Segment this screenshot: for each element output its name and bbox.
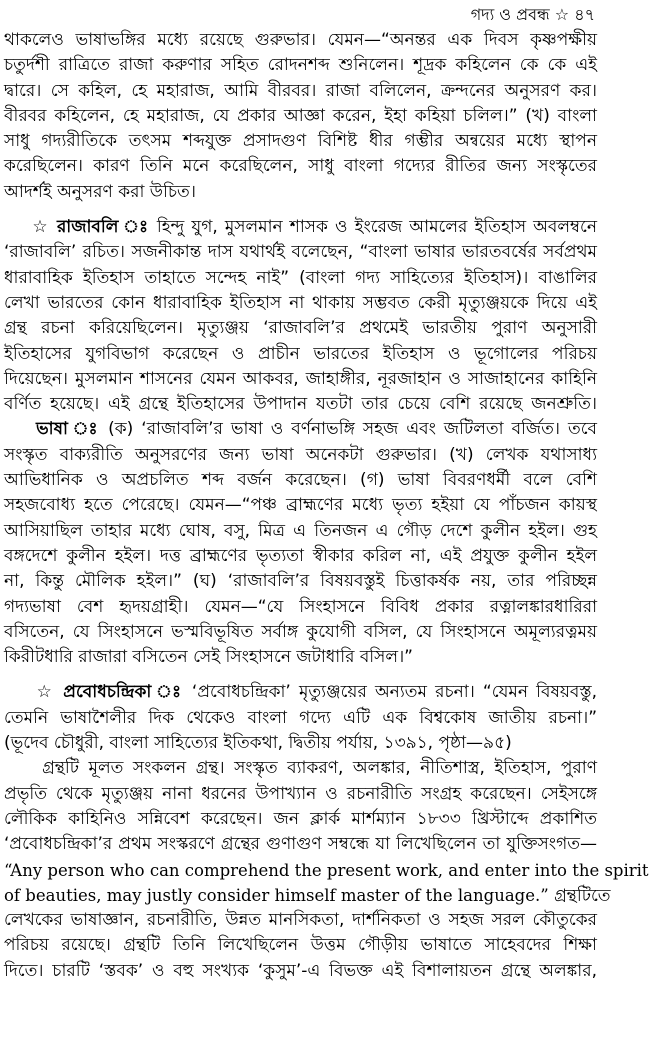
section-prabodhchandrika (4, 680, 597, 756)
text-line: সহজবোধ্য হতে পেরেছে। যেমন—“পঞ্চ ব্রাহ্মণের মধ্যে ভৃত্য হইয়া যে পাঁচজন কায়স্থ (4, 495, 597, 516)
text-line: গদ্যভাষা বেশ হৃদয়গ্রাহী। যেমন—“যে সিংহাসনে বিবিধ প্রকার রত্নালঙ্কারধারিরা (4, 596, 597, 617)
text-line: আসিয়াছিল তাহার মধ্যে ঘোষ, বসু, মিত্র এ তিনজন এ গৌড় দেশে কুলীন হইল। গুহ (4, 520, 597, 541)
section-rajaboli (4, 215, 597, 417)
section-heading-prabodhchandrika: ☆ প্রবোধচন্দ্রিকা ঃ (36, 682, 184, 703)
text-line: লৌকিক কাহিনিও সন্নিবেশ করেছেন। জন ক্লার্ক মার্শম্যান ১৮৩৩ খ্রিস্টাব্দে প্রকাশিত (4, 808, 597, 829)
section-bhasha (4, 417, 597, 670)
text-line: লেখা ভারতের কোন ধারাবাহিক ইতিহাস না থাকায় সম্ভবত কেরী মৃত্যুঞ্জয়কে দিয়ে এই (4, 292, 597, 313)
text-line: ইতিহাসের যুগবিভাগ করেছেন ও প্রাচীন ভারতের ইতিহাস ও ভূগোলের পরিচয় (4, 343, 597, 364)
section-heading-bhasha: ভাষা ঃ (35, 419, 101, 440)
text-line: গ্রন্থটি মূলত সংকলন গ্রন্থ। সংস্কৃত ব্যাকরণ, অলঙ্কার, নীতিশাস্ত্র, ইতিহাস, পুরাণ (42, 758, 597, 779)
text-line: ☆ রাজাবলি ঃ হিন্দু যুগ, মুসলমান শাসক ও ইংরেজ আমলের ইতিহাস অবলম্বনে (32, 217, 597, 238)
text-line: আদর্শই অনুসরণ করা উচিত। (4, 181, 196, 202)
text-line: গ্রন্থ রচনা করিয়েছিলেন। মৃত্যুঞ্জয় ‘রাজাবলি’র প্রথমেই ভারতীয় পুরাণ অনুসারী (4, 318, 597, 339)
text-line: ধারাবাহিক ইতিহাস তাহাতে সন্দেহ নাই” (বাংলা গদ্য সাহিত্যের ইতিহাস)। বাঙালির (4, 267, 597, 288)
citation-line: (ভূদেব চৌধুরী, বাংলা সাহিত্যের ইতিকথা, দ্বিতীয় পর্যায়, ১৩৯১, পৃষ্ঠা—৯৫) (4, 733, 512, 754)
text-line: তেমনি ভাষাশৈলীর দিক থেকেও বাংলা গদ্যে এটি এক বিশ্বকোষ জাতীয় রচনা।” (4, 707, 597, 728)
text-line: ‘প্রবোধচন্দ্রিকা’র প্রথম সংস্করণে গ্রন্থের গুণাগুণ সম্বন্ধে যা লিখেছিলেন তা যুক্তিসংগত— (4, 834, 597, 855)
text-line: পরিচয় রয়েছে। গ্রন্থটি তিনি লিখেছিলেন উত্তম গৌড়ীয় ভাষাতে সাহেবদের শিক্ষা (4, 935, 597, 956)
english-quote-line: “Any person who can comprehend the present work, and enter into the spirit (4, 860, 649, 880)
text-line: দ্বারে। সে কহিল, হে মহারাজ, আমি বীরবর। রাজা বলিলেন, ক্রন্দনের অনুসরণ কর। (4, 80, 597, 101)
english-quote-line: of beauties, may justly consider himself master of the language.” (4, 885, 549, 905)
text-line: সংস্কৃত বাক্যরীতি অনুসরণের জন্য ভাষা অনেকটা গুরুভার। (খ) লেখক যথাসাধ্য (4, 444, 597, 465)
text-line: বর্ণিত হয়েছে। এই গ্রন্থে ইতিহাসের উপাদান যতটা তার চেয়ে বেশি রয়েছে জনশ্রুতি। (4, 394, 597, 415)
text-line: সাধু গদ্যরীতিকে তৎসম শব্দযুক্ত প্রসাদগুণ বিশিষ্ট ধীর গম্ভীর অন্বয়ের মধ্যে স্থাপন (4, 131, 597, 152)
text-line: ভাষা ঃ (ক) ‘রাজাবলি’র ভাষা ও বর্ণনাভঙ্গি সহজ এবং জটিলতা বর্জিত। তবে (35, 419, 598, 440)
text-line: লেখকের ভাষাজ্ঞান, রচনারীতি, উন্নত মানসিকতা, দার্শনিকতা ও সহজ সরল কৌতুকের (4, 910, 597, 931)
text-line: ☆ প্রবোধচন্দ্রিকা ঃ ‘প্রবোধচন্দ্রিকা’ মৃত্যুঞ্জয়ের অন্যতম রচনা। “যেমন বিষয়বস্তু, (36, 682, 597, 703)
paragraph-compilation (4, 756, 649, 984)
text-line: প্রভৃতি থেকে মৃত্যুঞ্জয় নানা ধরনের উপাখ্যান ও রচনারীতি সংগ্রহ করেছেন। সেইসঙ্গে (4, 783, 597, 804)
text-line: বঙ্গদেশে কুলীন হইল। দত্ত ব্রাহ্মণের ভৃত্যতা স্বীকার করিল না, এই প্রযুক্ত কুলীন হইল (4, 545, 597, 566)
text-line: দিতে। চারটি ‘স্তবক’ ও বহু সংখ্যক ‘কুসুম’-এ বিভক্ত এই বিশালায়তন গ্রন্থে অলঙ্কার, (4, 960, 597, 981)
text-line: ‘রাজাবলি’ রচিত। সজনীকান্ত দাস যথার্থই বলেছেন, “বাংলা ভাষার ভারতবর্ষের সর্বপ্রথম (4, 242, 597, 263)
text-line: দিয়েছেন। মুসলমান শাসনের যেমন আকবর, জাহাঙ্গীর, নূরজাহান ও সাজাহানের কাহিনি (4, 368, 597, 389)
text-line: বীরবর কহিলেন, হে মহারাজ, যে প্রকার আজ্ঞা করেন, ইহা কহিয়া চলিল।” (খ) বাংলা (4, 105, 597, 126)
text-line: না, কিন্তু মৌলিক হইল।” (ঘ) ‘রাজাবলি’র বিষয়বস্তুই চিত্তাকর্ষক নয়, তার পরিচ্ছন্ন (4, 571, 597, 592)
text-line: করেছিলেন। কারণ তিনি মনে করেছিলেন, সাধু বাংলা গদ্যের রীতির জন্য সংস্কৃতের (4, 156, 597, 177)
running-header: গদ্য ও প্রবন্ধ ☆ ৪৭ (470, 5, 595, 24)
text-line: চতুর্দশী রাত্রিতে রাজা করুণার সহিত রোদনশব্দ শুনিলেন। শূদ্রক কহিলেন কে কে এই (4, 55, 597, 76)
text-line: থাকলেও ভাষাভঙ্গির মধ্যে রয়েছে গুরুভার। যেমন—“অনন্তর এক দিবস কৃষ্ণপক্ষীয় (4, 30, 597, 50)
text-line: বসিতেন, যে সিংহাসনে ভস্মবিভূষিত সর্বাঙ্গ কুযোগী বসিল, যে সিংহাসনে অমূল্যরত্নময় (4, 621, 597, 642)
section-heading-rajaboli: ☆ রাজাবলি ঃ (32, 217, 150, 238)
text-line: of beauties, may justly consider himself master of the language.” গ্রন্থটিতে (4, 885, 611, 906)
text-line: কিরীটধারি রাজারা বসিতেন সেই সিংহাসনে জটাধারি বসিল।” (4, 647, 413, 668)
paragraph-intro (4, 28, 597, 205)
text-line: আভিধানিক ও অপ্রচলিত শব্দ বর্জন করেছেন। (গ) ভাষা বিবরণধর্মী বলে বেশি (4, 470, 597, 491)
